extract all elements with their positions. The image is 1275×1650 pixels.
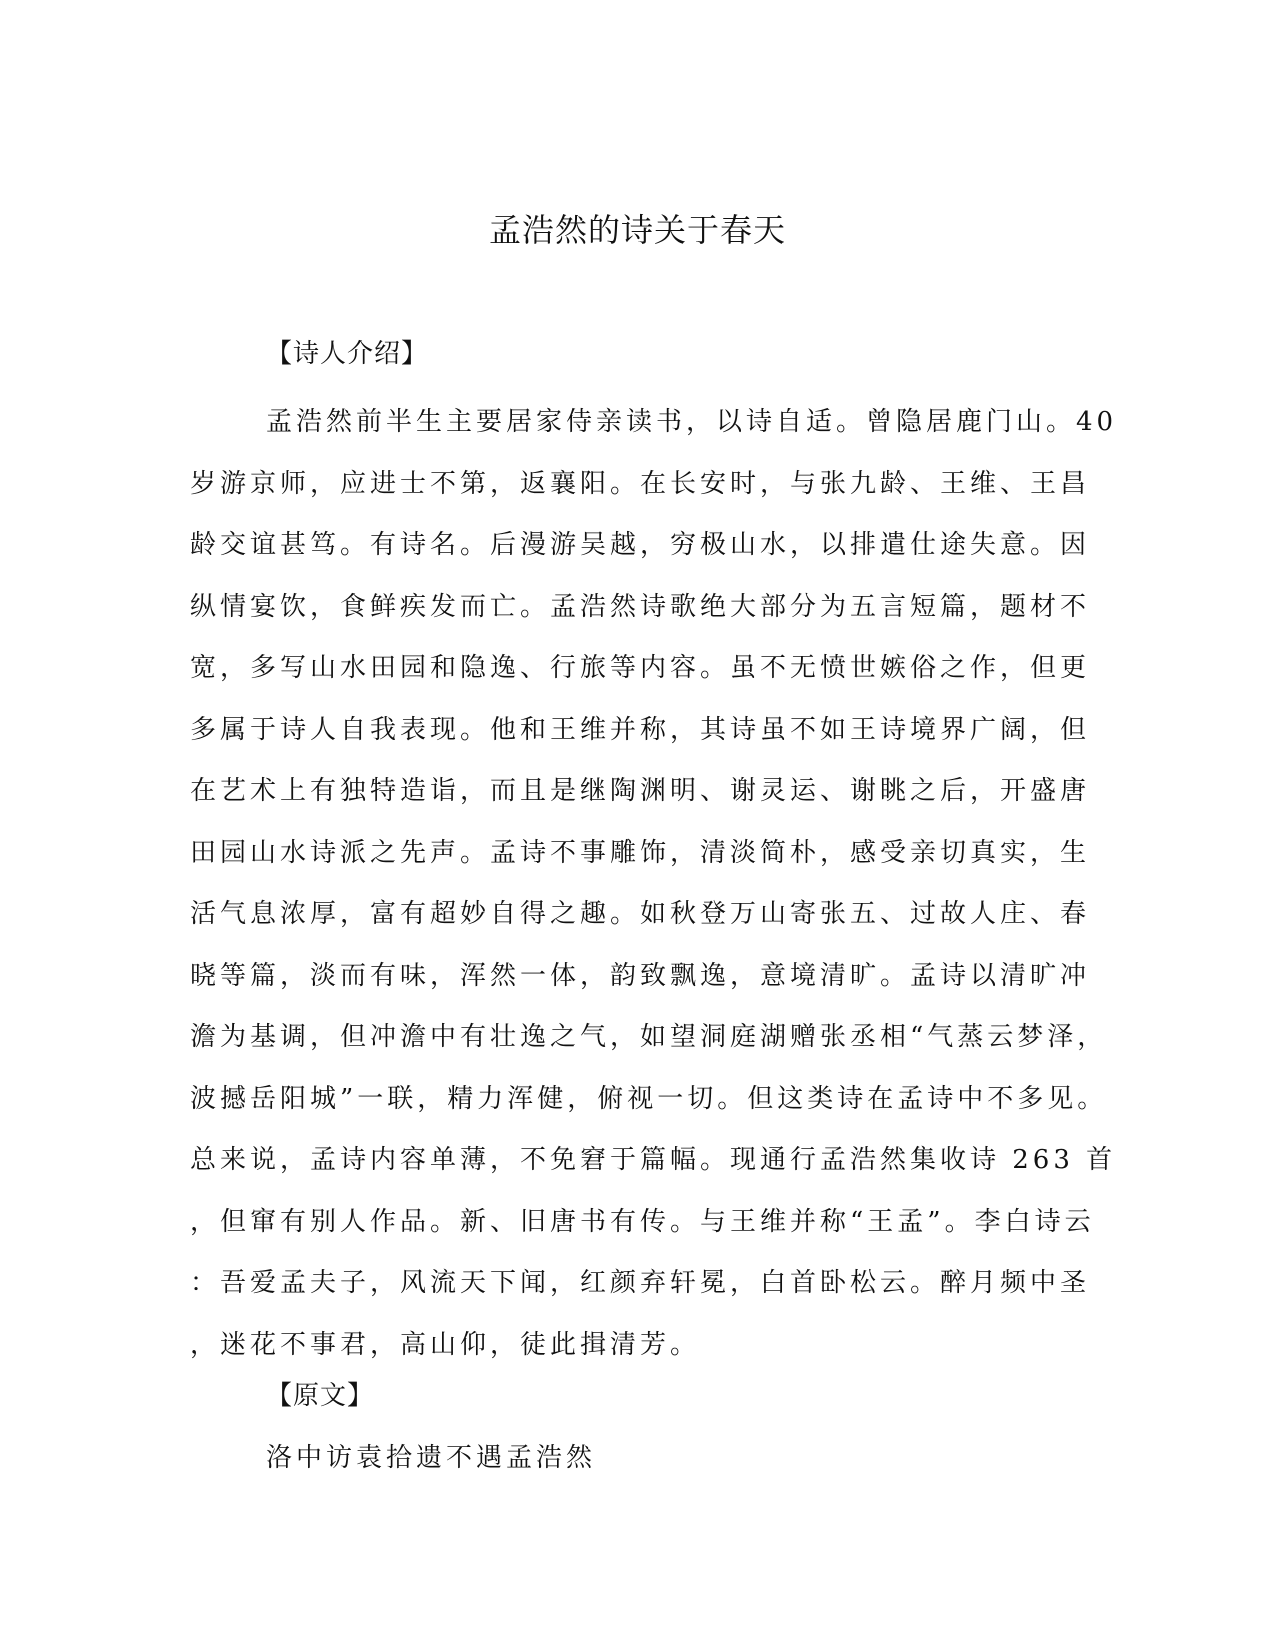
- paragraph-line: 纵情宴饮，食鲜疾发而亡。孟浩然诗歌绝大部分为五言短篇，题材不: [190, 591, 1091, 622]
- paragraph-line: 澹为基调，但冲澹中有壮逸之气，如望洞庭湖赠张丞相“气蒸云梦泽，: [190, 1022, 1108, 1052]
- section-heading-original-text: 【原文】: [266, 1381, 375, 1411]
- paragraph-line: 龄交谊甚笃。有诗名。后漫游吴越，穷极山水，以排遣仕途失意。因: [190, 530, 1091, 560]
- paragraph-line: 总来说，孟诗内容单薄，不免窘于篇幅。现通行孟浩然集收诗 263 首: [190, 1145, 1117, 1175]
- paragraph-line: 宽，多写山水田园和隐逸、行旅等内容。虽不无愤世嫉俗之作，但更: [190, 653, 1091, 683]
- paragraph-line: 岁游京师，应进士不第，返襄阳。在长安时，与张九龄、王维、王昌: [190, 468, 1091, 499]
- paragraph-line: 多属于诗人自我表现。他和王维并称，其诗虽不如王诗境界广阔，但: [190, 714, 1091, 745]
- poet-intro-paragraph: [190, 392, 1118, 1376]
- paragraph-line: 波撼岳阳城”一联，精力浑健，俯视一切。但这类诗在孟诗中不多见。: [190, 1083, 1108, 1114]
- paragraph-line: 在艺术上有独特造诣，而且是继陶渊明、谢灵运、谢眺之后，开盛唐: [190, 776, 1091, 806]
- paragraph-line: 活气息浓厚，富有超妙自得之趣。如秋登万山寄张五、过故人庄、春: [190, 899, 1091, 929]
- paragraph-line: 孟浩然前半生主要居家侍亲读书，以诗自适。曾隐居鹿门山。40: [266, 407, 1118, 437]
- poem-title: 洛中访袁拾遗不遇孟浩然: [266, 1443, 597, 1473]
- paragraph-line: ：吾爱孟夫子，风流天下闻，红颜弃轩冕，白首卧松云。醉月频中圣: [190, 1268, 1091, 1298]
- paragraph-line: ，但窜有别人作品。新、旧唐书有传。与王维并称“王孟”。李白诗云: [190, 1206, 1095, 1237]
- paragraph-line: 田园山水诗派之先声。孟诗不事雕饰，清淡简朴，感受亲切真实，生: [190, 837, 1091, 868]
- document-title: 孟浩然的诗关于春天: [488, 211, 786, 249]
- paragraph-line: 晓等篇，淡而有味，浑然一体，韵致飘逸，意境清旷。孟诗以清旷冲: [190, 960, 1091, 991]
- paragraph-line: ，迷花不事君，高山仰，徒此揖清芳。: [190, 1329, 701, 1360]
- section-heading-poet-intro: 【诗人介绍】: [266, 339, 429, 369]
